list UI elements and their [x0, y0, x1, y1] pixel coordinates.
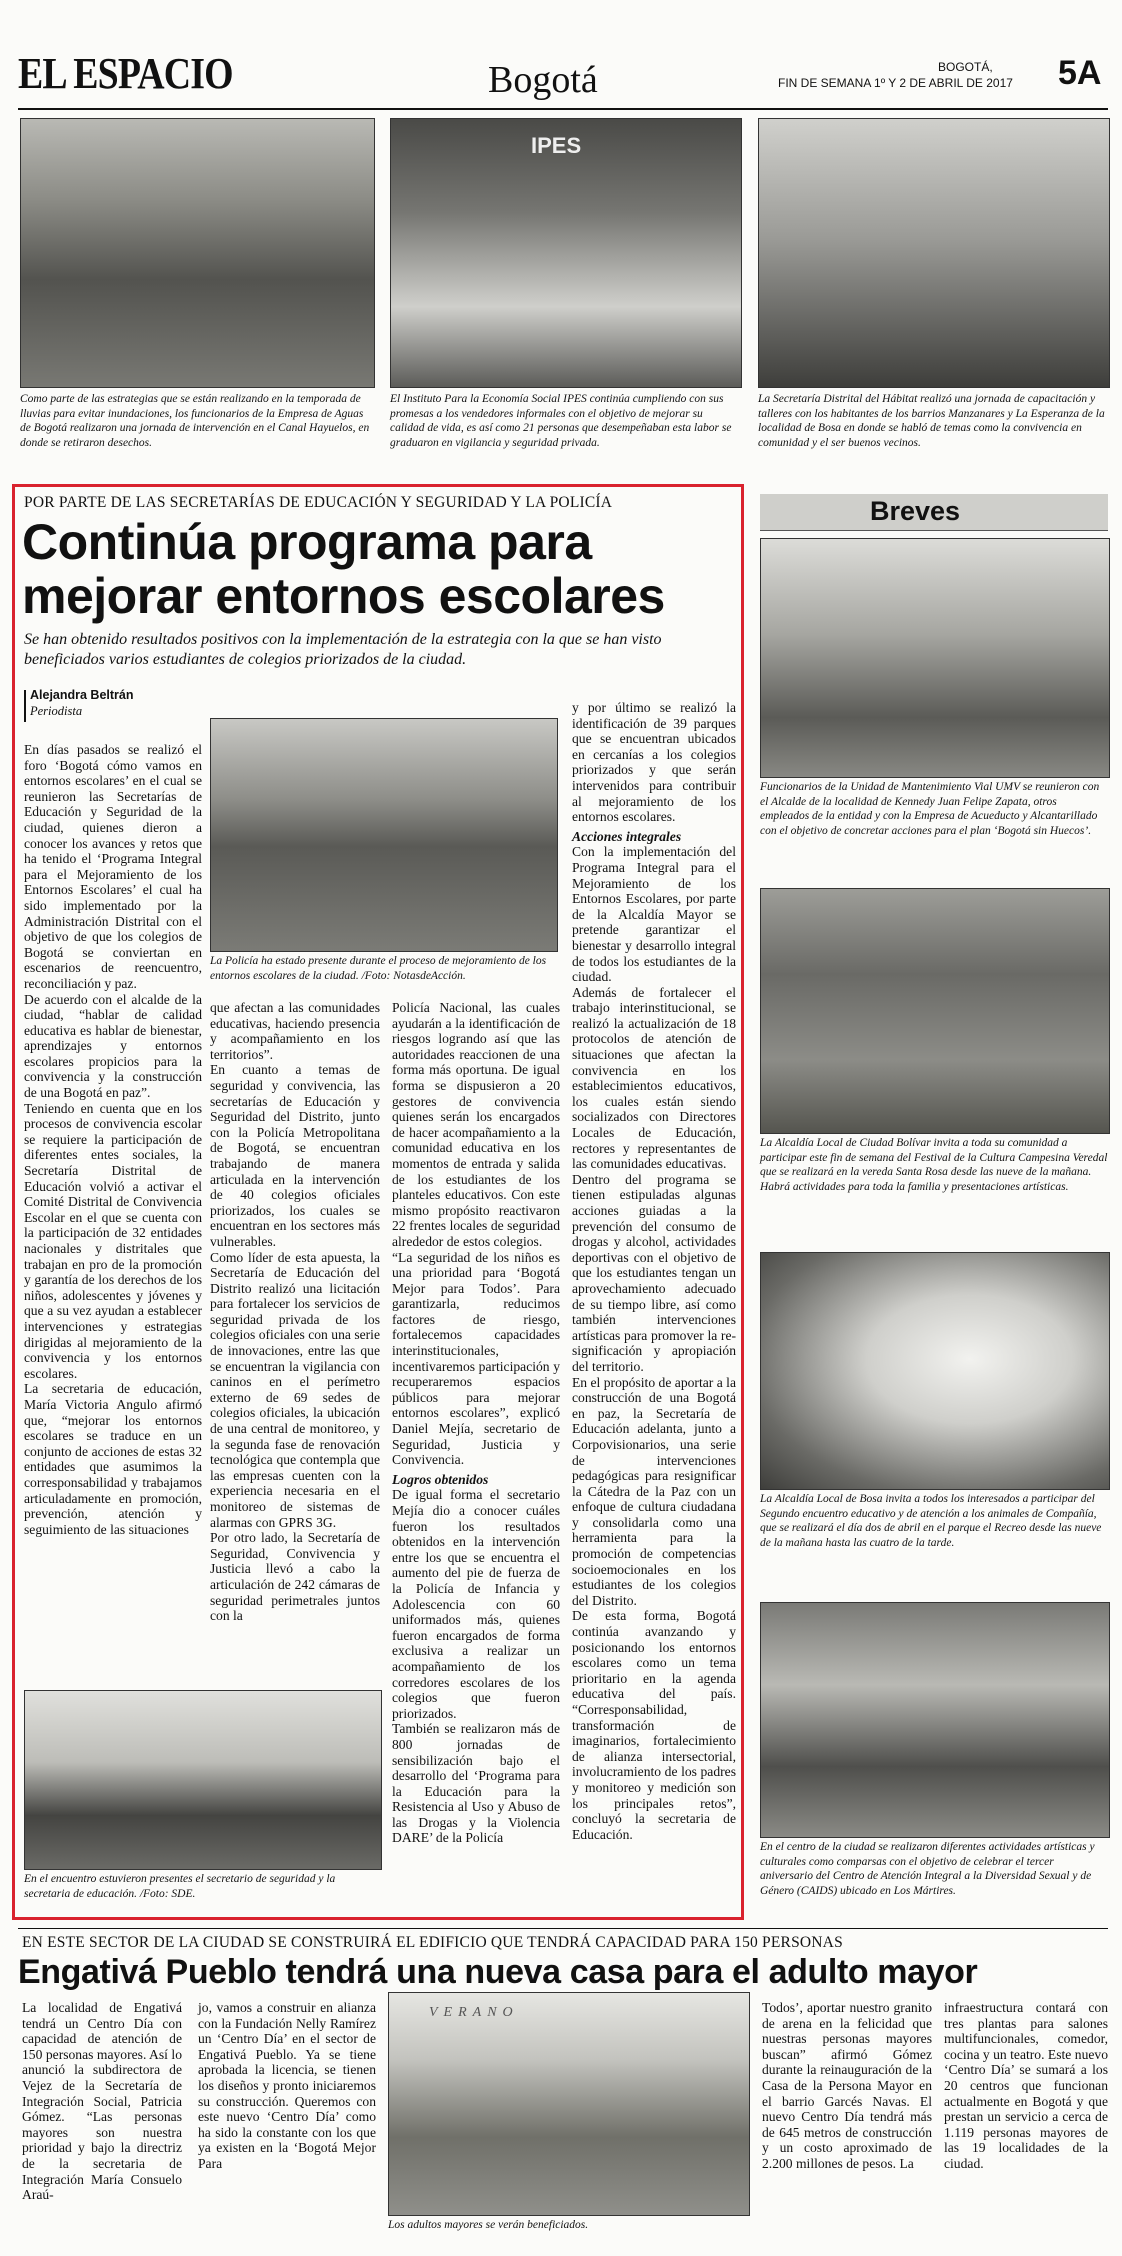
author-name: Alejandra Beltrán	[30, 688, 134, 702]
masthead-rule	[18, 108, 1108, 110]
paragraph: En el propósito de aportar a la construcción de una Bogotá en paz, la Secretaría de Educación adelanta, junto a Corpovisionarios, una serie de intervenciones pedagógicas para resignificar la Cátedra de la Paz con un enfoque de cultura ciudadana y consolidarla como una herramienta para la promoción de competencias socioemocionales en los estudiantes de los colegios del Distrito.	[572, 1374, 736, 1608]
photo-comparsas	[760, 1602, 1110, 1838]
photo-festival-campesino	[760, 888, 1110, 1134]
photo-police-schoolyard	[210, 718, 558, 952]
paragraph: De acuerdo con el alcalde de la ciudad, “hablar de calidad educativa es hablar de bienestar, aprendizajes y entornos escolares propicios para la convivencia y la construcción de una Bogotá en paz”.	[24, 991, 202, 1101]
main-col1-upper	[24, 742, 202, 1762]
paragraph: Todos’, aportar nuestro granito de arena en la felicidad que nuestras personas mayores buscan” afirmó Gómez durante la reinauguración de la Casa de la Persona Mayor en el barrio Garcés Navas. El nuevo Centro Día tendrá más de 645 metros de construcción y un costo aproximado de 2.200 millones de pesos. La	[762, 2000, 932, 2171]
photo-adulto-mayor	[388, 1992, 750, 2216]
caption-canal-hayuelos: Como parte de las estrategias que se están realizando en la temporada de lluvias para evitar inundaciones, los funcionarios de la Empresa de Aguas de Bogotá realizaron una jornada de intervención en el Canal Hayuelos, en donde se retiraron desechos.	[20, 393, 370, 449]
caption-ipes: El Instituto Para la Economía Social IPES continúa cumpliendo con sus promesas a los vendedores informales con el objetivo de mejorar su calidad de vida, es así como 21 personas que desempeñaban esta labor se graduaron en vigilancia y seguridad privada.	[390, 393, 732, 449]
bottom-rule	[18, 1928, 1108, 1929]
paper-logo: EL ESPACIO	[18, 49, 233, 98]
paragraph: La localidad de Engativá tendrá un Centro Día con capacidad de atención de 150 personas mayores. Así lo anunció la subdirectora de Vejez de la Secretaría de Integración Social, Patricia Gómez. “Las personas mayores son nuestra prioridad y bajo la directriz de la secretaria de Integración María Consuelo Araú-	[22, 2000, 182, 2203]
paragraph: jo, vamos a construir en alianza con la Fundación Nelly Ramírez un ‘Centro Día’ en el sector de Engativá Pueblo. Ya se tiene aprobada la licencia, se tienen los diseños y pronto iniciaremos su construcción. Queremos con este nuevo ‘Centro Día’ como ha sido la constante con los que ya existen en la ‘Bogotá Mejor Para	[198, 2000, 376, 2171]
subhead-logros: Logros obtenidos	[392, 1471, 489, 1487]
dateline-city: BOGOTÁ,	[938, 60, 993, 74]
author-bar	[24, 690, 26, 722]
ipes-sign: IPES	[531, 133, 582, 158]
caption-animales: La Alcaldía Local de Bosa invita a todos los interesados a participar del Segundo encuentro educativo y de atención a los animales de Compañía, que se realizará el día dos de abril en el parque el Recreo desde las nueve de la mañana hasta las cuatro de la tarde.	[760, 1493, 1102, 1549]
bottom-col4	[944, 2000, 1108, 2240]
main-kicker: POR PARTE DE LAS SECRETARÍAS DE EDUCACIÓN Y SEGURIDAD Y LA POLICÍA	[24, 494, 613, 511]
paragraph: De igual forma el secretario Mejía dio a conocer cuáles fueron los resultados obtenidos en la intervención entre los que se encuentra el aumento del pie de fuerza de la Policía de Infancia y Adolescencia con 60 uniformados más, quienes fueron encargados de forma exclusiva a realizar un acompañamiento de los corredores escolares de los colegios que fueron priorizados.	[392, 1487, 560, 1721]
paragraph: Por otro lado, la Secretaría de Seguridad, Convivencia y Justicia llevó a cabo la articulación de 242 cámaras de seguridad perimetrales juntos con la	[210, 1530, 380, 1624]
caption-adulto-mayor: Los adultos mayores se verán beneficiados.	[388, 2219, 589, 2231]
main-col4	[572, 700, 736, 1906]
paragraph: que afectan a las comunidades educativas, haciendo presencia y acompañamiento en los territorios”.	[210, 1000, 380, 1062]
section-title: Bogotá	[488, 59, 598, 101]
paragraph: En días pasados se realizó el foro ‘Bogotá cómo vamos en entornos escolares’ en el cual se reunieron las Secretarías de Educación y Seguridad de la ciudad, quienes dieron a conocer los avances y retos que ha tenido el ‘Programa Integral para el Mejoramiento de los Entornos Escolares’ el cual ha sido implementado por la Administración Distrital con el objetivo de que los colegios de Bogotá se conviertan en escenarios de reencuentro, reconciliación y paz.	[24, 742, 202, 991]
breves-header	[760, 494, 1108, 531]
photo-umv-meeting	[760, 538, 1110, 778]
caption-festival: La Alcaldía Local de Ciudad Bolívar invita a toda su comunidad a participar este fin de semana del Festival de la Cultura Campesina Veredal que se realizará en la vereda Santa Rosa desde las nueve de la mañana. Habrá actividades para toda la familia y presentaciones artísticas.	[760, 1137, 1108, 1193]
paragraph: También se realizaron más de 800 jornadas de sensibilización bajo el desarrollo del ‘Programa para la Educación para la Resistencia al Uso y Abuso de las Drogas y la Violencia DARE’ de la Policía	[392, 1721, 560, 1846]
photo-canal-hayuelos	[20, 118, 375, 388]
main-col2	[210, 1000, 380, 1624]
caption-caids: En el centro de la ciudad se realizaron diferentes actividades artísticas y culturales como comparsas con el objetivo de celebrar el tercer aniversario del Centro de Atención Integral a la Diversidad Sexual y de Género (CAIDS) ubicado en Los Mártires.	[760, 1841, 1095, 1897]
photo-habitat-workshop	[758, 118, 1110, 388]
paragraph: infraestructura contará con tres plantas para salones multifuncionales, comedor, cocina y un teatro. Este nuevo ‘Centro Día’ se sumará a los 20 centros que funcionan actualmente en Bogotá y que prestan un servicio a cerca de 1.119 personas mayores de las 19 localidades de la ciudad.	[944, 2000, 1108, 2171]
caption-panel-secretaries: En el encuentro estuvieron presentes el secretario de seguridad y la secretaria de educación. /Foto: SDE.	[24, 1873, 336, 1900]
bottom-headline: Engativá Pueblo tendrá una nueva casa para el adulto mayor	[18, 1953, 978, 1991]
breves-title: Breves	[870, 496, 961, 526]
paragraph: Además de fortalecer el trabajo interinstitucional, se realizó la actualización de 18 protocolos de atención de situaciones que afectan la convivencia en los establecimientos educativos, los cuales están siendo socializados con Directores Locales de Educación, rectores y representantes de las comunidades educativas.	[572, 984, 736, 1172]
photo-panel-secretaries	[24, 1690, 382, 1870]
paragraph: Dentro del programa se tienen estipuladas algunas acciones guiadas a la prevención del consumo de drogas y alcohol, actividades deportivas con el objetivo de que los estudiantes tengan un aprovechamiento adecuado de su tiempo libre, así como también intervenciones artísticas para promover la re-significación y apropiación del territorio.	[572, 1171, 736, 1374]
bottom-col1	[22, 2000, 182, 2240]
caption-police-schoolyard: La Policía ha estado presente durante el proceso de mejoramiento de los entornos escolares de la ciudad. /Foto: NotasdeAcción.	[210, 955, 547, 982]
paragraph: “La seguridad de los niños es una prioridad para ‘Bogotá Mejor para Todos’. Para garantizarla, reducimos factores de riesgo, fortalecemos capacidades interinstitucionales, incentivaremos participación y recuperaremos espacios públicos para mejorar entornos escolares”, explicó Daniel Mejía, secretario de Seguridad, Justicia y Convivencia.	[392, 1249, 560, 1468]
author-role: Periodista	[30, 704, 83, 718]
paragraph: y por último se realizó la identificación de 39 parques que se encuentran ubicados en cercanías a los colegios priorizados y que serán intervenidos para contribuir al mejoramiento de los entornos escolares.	[572, 700, 736, 825]
photo-dog	[760, 1252, 1110, 1490]
caption-umv: Funcionarios de la Unidad de Mantenimiento Vial UMV se reunieron con el Alcalde de la localidad de Kennedy Juan Felipe Zapata, otros empleados de la entidad y con la Empresa de Acueducto y Alcantarillado con el objetivo de concretar acciones para el plan ‘Bogotá sin Huecos’.	[760, 781, 1100, 837]
paragraph: Teniendo en cuenta que en los procesos de convivencia escolar se requiere la participación de diferentes entes sociales, la Secretaría Distrital de Educación volvió a activar el Comité Distrital de Convivencia Escolar en el que se cuenta con la participación de 32 entidades nacionales y distritales que trabajan en pro de la promoción y garantía de los derechos de los niños, adolescentes y jóvenes y que a su vez ayudan a establecer intervenciones y estrategias dirigidas al mejoramiento de la convivencia y los entornos escolares.	[24, 1100, 202, 1381]
bottom-kicker: EN ESTE SECTOR DE LA CIUDAD SE CONSTRUIRÁ EL EDIFICIO QUE TENDRÁ CAPACIDAD PARA 150 PERSONAS	[22, 1934, 843, 1951]
bottom-col2	[198, 2000, 376, 2240]
paragraph: Policía Nacional, las cuales ayudarán a la identificación de riesgos logrando así que las autoridades reaccionen de una forma más oportuna. De igual forma se dispusieron a 20 gestores de convivencia quienes serán los encargados de hacer acompañamiento a la comunidad educativa en los momentos de entrada y salida de los estudiantes de los planteles educativos. Con este mismo propósito reactivaron 22 frentes locales de seguridad alrededor de estos colegios.	[392, 1000, 560, 1249]
page-number: 5A	[1058, 54, 1102, 92]
author-block	[24, 688, 214, 724]
paragraph: Con la implementación del Programa Integral para el Mejoramiento de los Entornos Escolares, por parte de la Alcaldía Mayor se pretende garantizar el bienestar y desarrollo integral de todos los estudiantes de la ciudad.	[572, 844, 736, 985]
paragraph: En cuanto a temas de seguridad y convivencia, las secretarías de Educación y Seguridad del Distrito, junto con la Policía Metropolitana de Bogotá, se encuentran trabajando de manera articulada en la intervención de 40 colegios oficiales priorizados, los cuales se encuentran en los sectores más vulnerables.	[210, 1062, 380, 1249]
paragraph: La secretaria de educación, María Victoria Angulo afirmó que, “mejorar los entornos escolares se traduce en un conjunto de acciones de estas 32 entidades que asumimos la corresponsabilidad y trabajamos articuladamente en promoción, prevención, atención y seguimiento de las situaciones	[24, 1381, 202, 1537]
main-headline-line1: Continúa programa para	[22, 514, 592, 570]
masthead	[18, 40, 1108, 108]
caption-habitat: La Secretaría Distrital del Hábitat realizó una jornada de capacitación y talleres con los habitantes de los barrios Manzanares y La Esperanza de la localidad de Bosa en donde se habló de temas como la convivencia en comunidad y el ser buenos vecinos.	[758, 393, 1105, 449]
main-headline-line2: mejorar entornos escolares	[22, 568, 665, 624]
photo-sign-verano: VERANO	[429, 2005, 519, 2020]
bottom-col3	[762, 2000, 932, 2240]
photo-ipes-graduates	[390, 118, 742, 388]
main-col3	[392, 1000, 560, 1906]
subhead-acciones: Acciones integrales	[572, 828, 682, 844]
paragraph: De esta forma, Bogotá continúa avanzando y posicionando los entornos escolares como un tema prioritario en la agenda educativa del país. “Corresponsabilidad, transformación de imaginarios, fortalecimiento de alianza intersectorial, involucramiento de los padres y monitoreo y medición son los principales retos”, concluyó la secretaria de Educación.	[572, 1608, 736, 1842]
main-deck: Se han obtenido resultados positivos con la implementación de la estrategia con la que se han visto beneficiados varios estudiantes de colegios priorizados de la ciudad.	[24, 631, 662, 668]
dateline-date: FIN DE SEMANA 1º Y 2 DE ABRIL DE 2017	[778, 76, 1013, 90]
paragraph: Como líder de esta apuesta, la Secretaría de Educación del Distrito realizó una licitación para fortalecer los servicios de seguridad privada de los colegios oficiales con una serie de innovaciones, entre las que se encuentran la vigilancia con caninos en el perímetro externo de 69 sedes de colegios oficiales, la ubicación de una central de monitoreo, y la segunda fase de renovación tecnológica que contempla que las empresas cuenten con la experiencia necesaria en el monitoreo de sistemas de alarmas con GPRS 3G.	[210, 1249, 380, 1530]
